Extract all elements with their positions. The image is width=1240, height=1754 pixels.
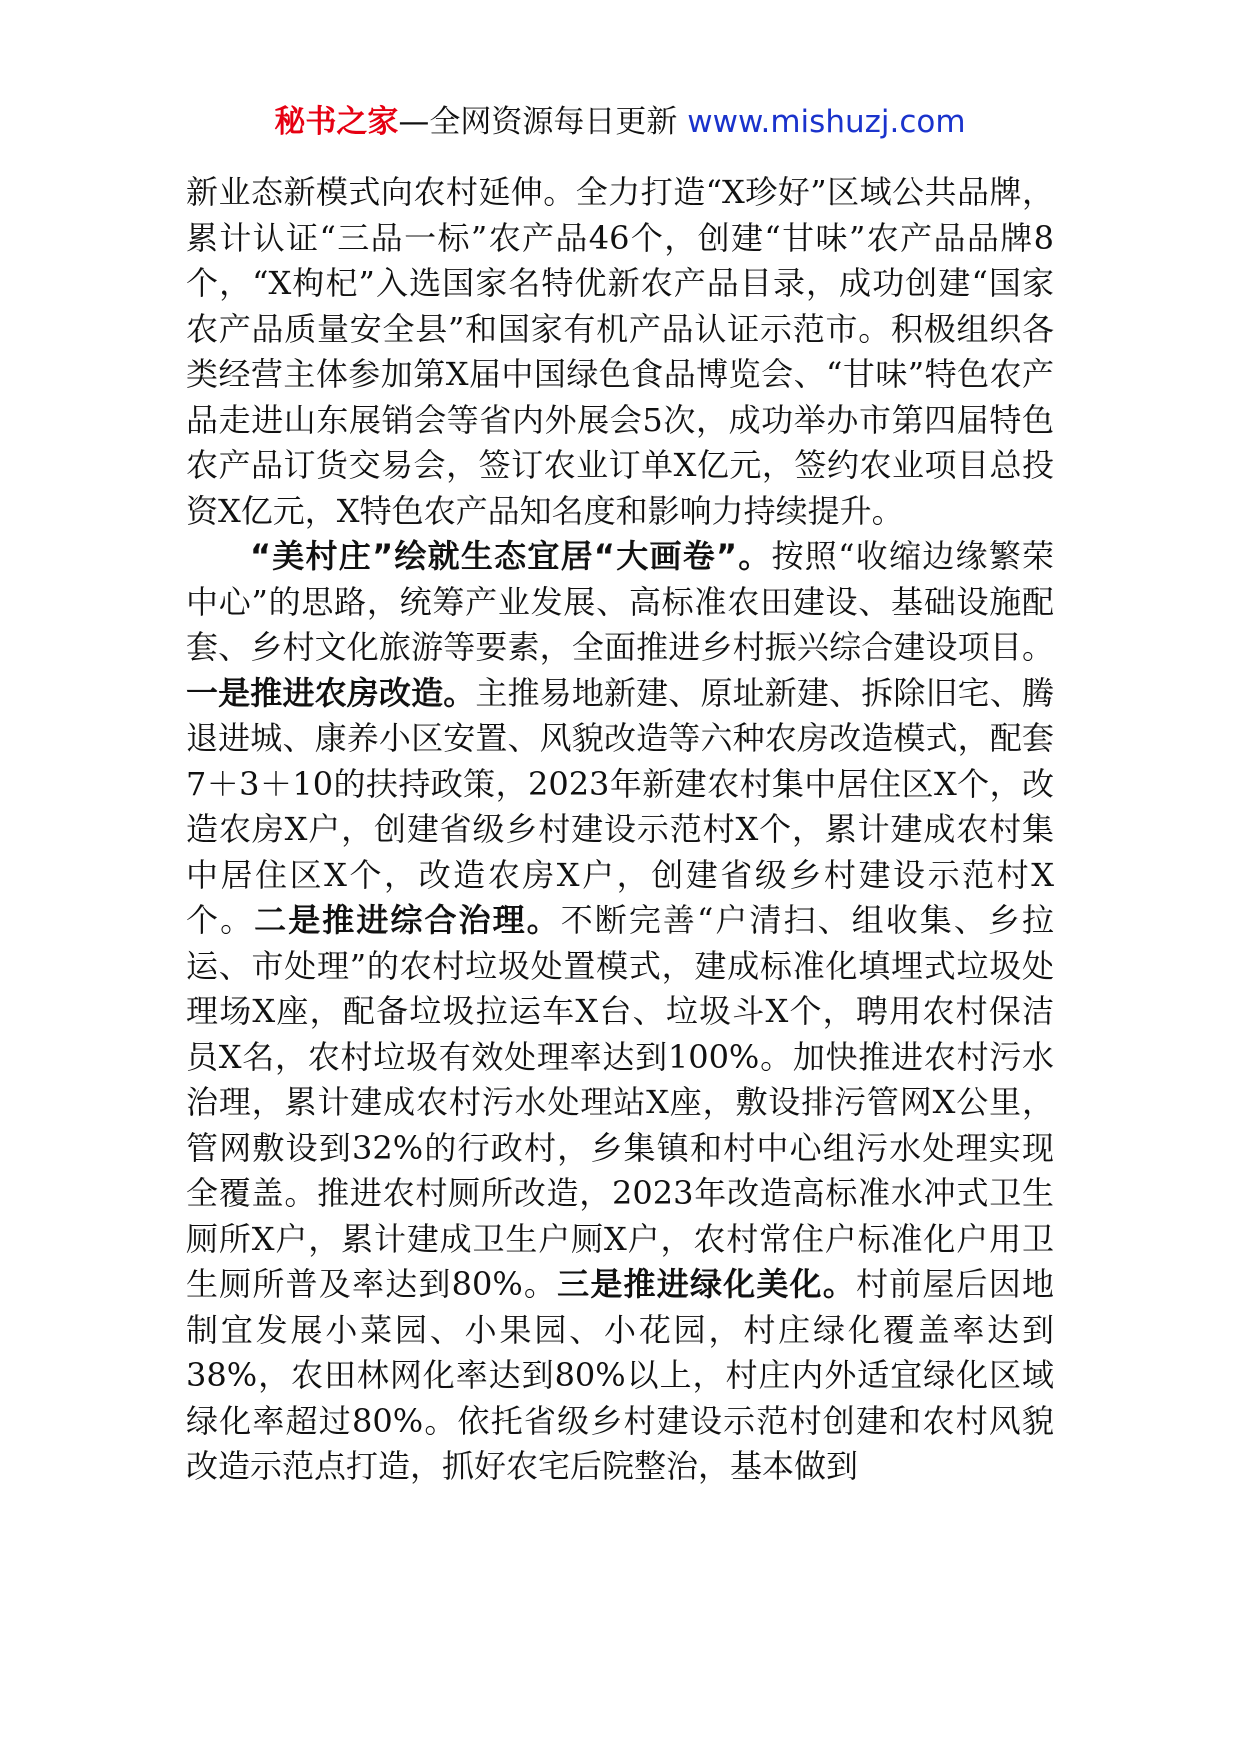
body-paragraph bbox=[186, 534, 1054, 1490]
document-body bbox=[186, 170, 1054, 1490]
paragraph-text: 新业态新模式向农村延伸。全力打造“X珍好”区域公共品牌，累计认证“三品一标”农产品46个，创建“甘味”农产品品牌8个，“X枸杞”入选国家名特优新农产品目录，成功创建“国家农产品质量安全县”和国家有机产品认证示范市。积极组织各类经营主体参加第X届中国绿色食品博览会、“甘味”特色农产品走进山东展销会等省内外展会5次，成功举办市第四届特色农产品订货交易会，签订农业订单X亿元，签约农业项目总投资X亿元，X特色农产品知名度和影响力持续提升。 bbox=[186, 173, 1054, 530]
body-paragraph bbox=[186, 170, 1054, 534]
bold-heading-text: 三是推进绿化美化。 bbox=[557, 1265, 856, 1303]
bold-heading-text: “美村庄”绘就生态宜居“大画卷”。 bbox=[250, 537, 772, 575]
bold-heading-text: 一是推进农房改造。 bbox=[186, 673, 476, 712]
bold-heading-text: 二是推进综合治理。 bbox=[254, 901, 561, 939]
site-tagline: —全网资源每日更新 bbox=[398, 104, 678, 140]
paragraph-text: 村前屋后因地制宜发展小菜园、小果园、小花园，村庄绿化覆盖率达到38%，农田林网化率达到80%以上，村庄内外适宜绿化区域绿化率超过80%。依托省级乡村建设示范村创建和农村风貌改造示范点打造，抓好农宅后院整治，基本做到 bbox=[186, 1265, 1054, 1485]
paragraph-text: 主推易地新建、原址新建、拆除旧宅、腾退进城、康养小区安置、风貌改造等六种农房改造模式，配套7＋3＋10的扶持政策，2023年新建农村集中居住区X个，改造农房X户，创建省级乡村建设示范村X个，累计建成农村集中居住区X个，改造农房X户，创建省级乡村建设示范村X个。 bbox=[186, 673, 1054, 939]
site-brand-name: 秘书之家 bbox=[274, 104, 399, 140]
page-header bbox=[0, 100, 1240, 144]
paragraph-text: 不断完善“户清扫、组收集、乡拉运、市处理”的农村垃圾处置模式，建成标准化填埋式垃圾处理场X座，配备垃圾拉运车X台、垃圾斗X个，聘用农村保洁员X名，农村垃圾有效处理率达到100%。加快推进农村污水治理，累计建成农村污水处理站X座，敷设排污管网X公里，管网敷设到32%的行政村，乡集镇和村中心组污水处理实现全覆盖。推进农村厕所改造，2023年改造高标准水冲式卫生厕所X户，累计建成卫生户厕X户，农村常住户标准化户用卫生厕所普及率达到80%。 bbox=[186, 901, 1054, 1303]
site-url-link[interactable]: www.mishuzj.com bbox=[687, 104, 966, 140]
paragraph-text: 按照“收缩边缘繁荣中心”的思路，统筹产业发展、高标准农田建设、基础设施配套、乡村文化旅游等要素，全面推进乡村振兴综合建设项目。 bbox=[186, 537, 1054, 666]
